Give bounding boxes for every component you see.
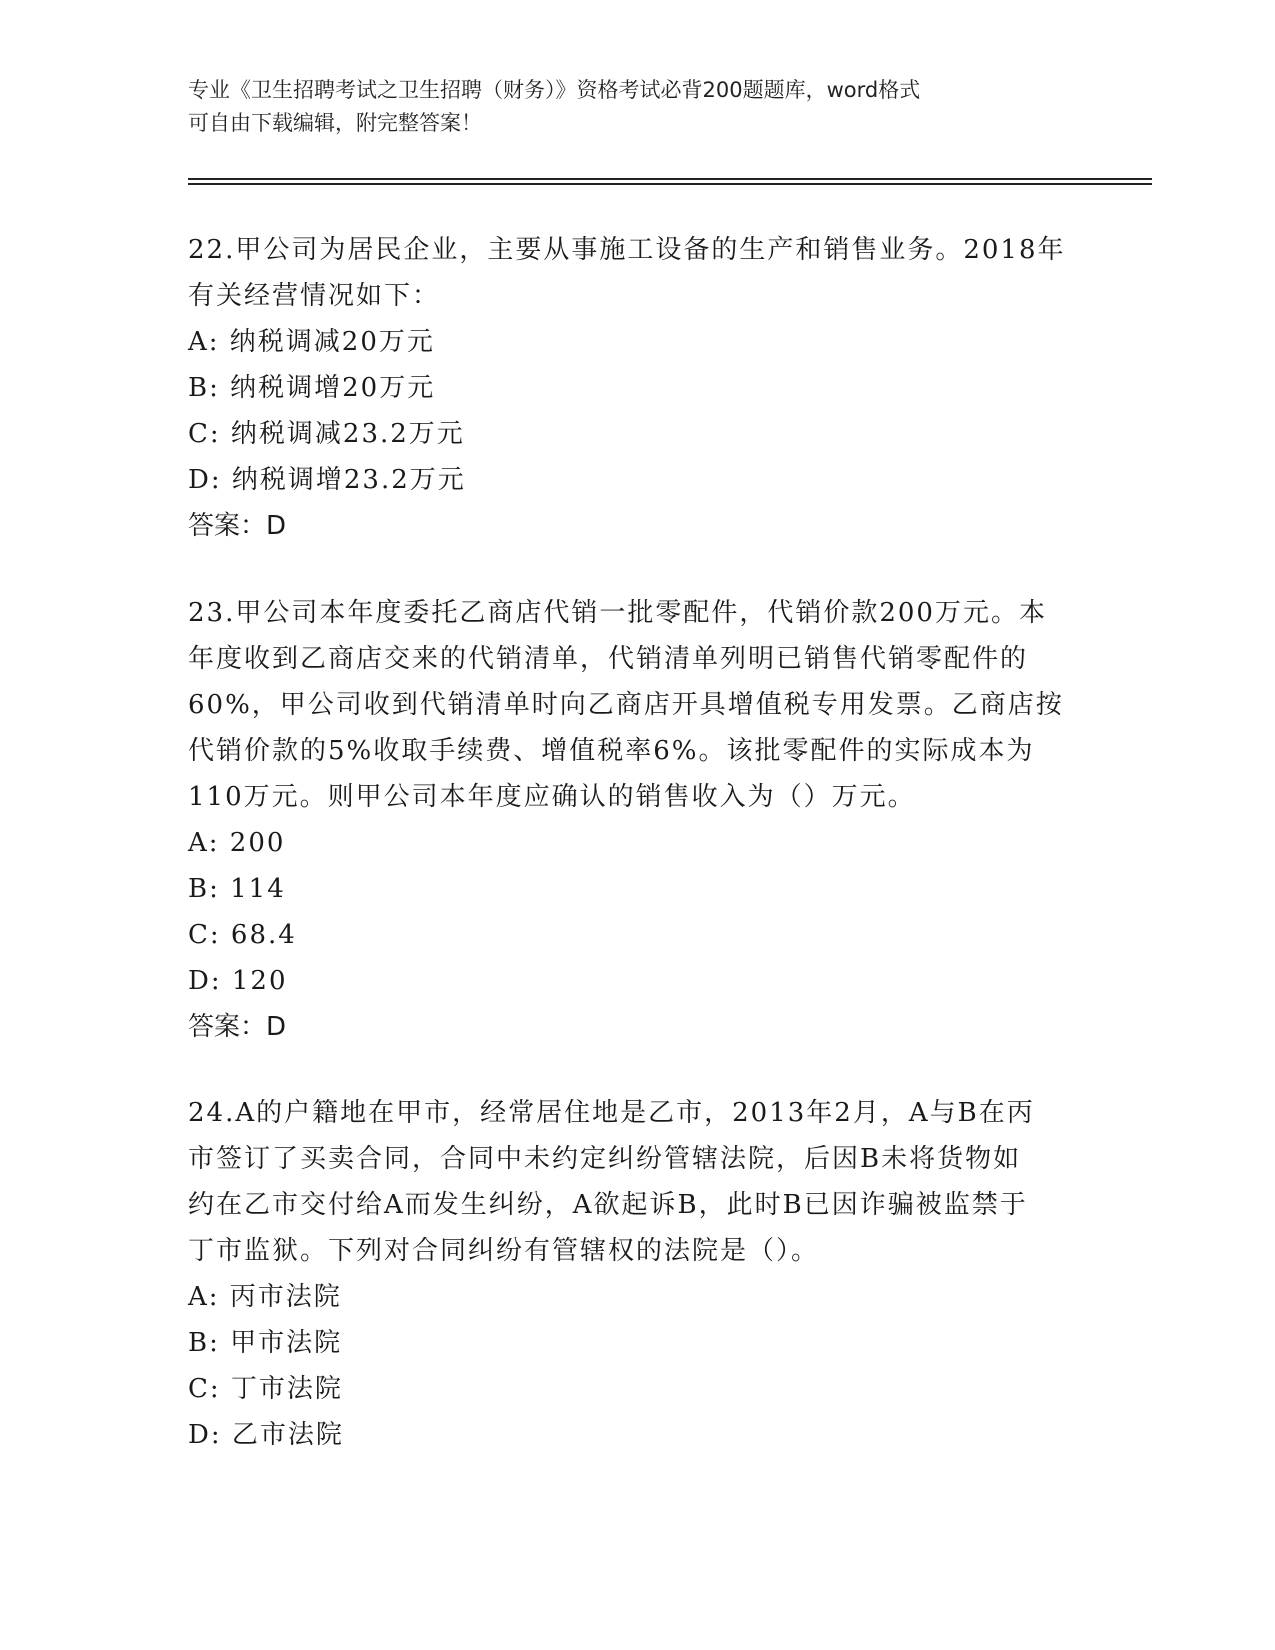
question-text-line: 60%，甲公司收到代销清单时向乙商店开具增值税专用发票。乙商店按: [188, 690, 1064, 720]
option-b: B: 甲市法院: [188, 1328, 343, 1358]
question-24: [188, 1090, 1088, 1458]
option-b: B: 纳税调增20万元: [188, 373, 436, 403]
question-23: [188, 590, 1088, 1050]
header-divider-top: [188, 178, 1152, 180]
question-text-line: 有关经营情况如下：: [188, 281, 441, 311]
header-line-1: 专业《卫生招聘考试之卫生招聘（财务）》资格考试必背200题题库，word格式: [188, 78, 921, 102]
option-c: C: 纳税调减23.2万元: [188, 419, 465, 449]
header-divider-bottom: [188, 183, 1152, 185]
option-a: A: 200: [188, 828, 286, 858]
option-a: A: 丙市法院: [188, 1282, 342, 1312]
option-d: D: 乙市法院: [188, 1420, 344, 1450]
header-line-2: 可自由下载编辑，附完整答案！: [188, 111, 482, 135]
question-text-line: 市签订了买卖合同，合同中未约定纠纷管辖法院，后因B未将货物如: [188, 1144, 1022, 1174]
question-text-line: 23.甲公司本年度委托乙商店代销一批零配件，代销价款200万元。本: [188, 598, 1047, 628]
answer-label: 答案：D: [188, 1012, 287, 1042]
question-text-line: 24.A的户籍地在甲市，经常居住地是乙市，2013年2月，A与B在丙: [188, 1098, 1035, 1128]
option-b: B: 114: [188, 874, 286, 904]
question-text-line: 丁市监狱。下列对合同纠纷有管辖权的法院是（）。: [188, 1236, 820, 1266]
document-header: [188, 74, 1088, 140]
question-text-line: 110万元。则甲公司本年度应确认的销售收入为（）万元。: [188, 782, 916, 812]
option-c: C: 丁市法院: [188, 1374, 343, 1404]
question-text-line: 代销价款的5%收取手续费、增值税率6%。该批零配件的实际成本为: [188, 736, 1035, 766]
question-text-line: 22.甲公司为居民企业，主要从事施工设备的生产和销售业务。2018年: [188, 235, 1066, 265]
option-a: A: 纳税调减20万元: [188, 327, 435, 357]
question-22: [188, 227, 1088, 549]
question-text-line: 年度收到乙商店交来的代销清单，代销清单列明已销售代销零配件的: [188, 644, 1029, 674]
option-d: D: 120: [188, 966, 288, 996]
option-c: C: 68.4: [188, 920, 297, 950]
question-text-line: 约在乙市交付给A而发生纠纷，A欲起诉B，此时B已因诈骗被监禁于: [188, 1190, 1028, 1220]
answer-label: 答案：D: [188, 511, 287, 541]
option-d: D: 纳税调增23.2万元: [188, 465, 466, 495]
